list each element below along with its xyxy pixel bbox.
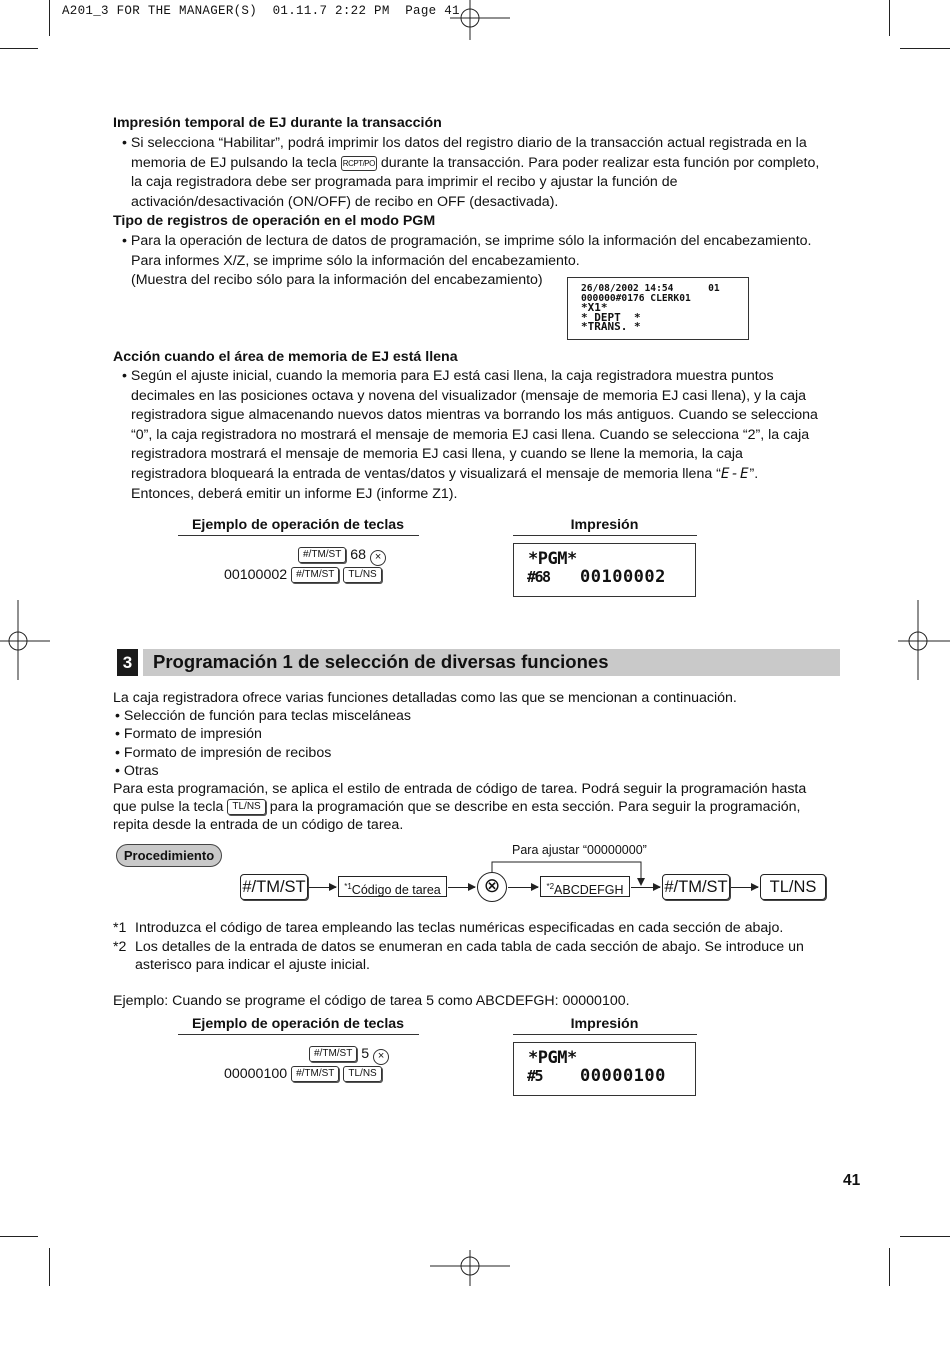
rcpt-po-key: RCPT/PO (341, 156, 377, 171)
footnote-item (113, 919, 843, 938)
multiply-key-icon: × (370, 550, 386, 566)
divider (178, 1034, 419, 1035)
footnote-marker: *1 (344, 882, 352, 891)
flow-arrow (309, 887, 336, 888)
text-line: la caja registradora debe ser programada para imprimir el recibo y ajustar la función de (131, 174, 678, 191)
section-number: 3 (117, 649, 138, 676)
text-line: Entonces, deberá emitir un informe EJ (informe Z1). (131, 485, 458, 502)
text-line: • Para la operación de lectura de datos de programación, se imprime sólo la información del encabezamiento. (122, 233, 812, 249)
tm-st-key: #/TM/ST (662, 874, 730, 900)
receipt-line: 26/08/2002 14:54 01 (581, 283, 720, 294)
footnote-text: Los detalles de la entrada de datos se enumeran en cada tabla de cada sección de abajo. Se introduce un (135, 938, 804, 955)
text-fragment: que pulse la tecla (113, 799, 224, 816)
tm-st-key: #/TM/ST (298, 547, 346, 563)
text-line: registradora sigue almacenando nuevos datos mientras va borrando los más antiguos. Cuando se selecciona (131, 407, 818, 424)
text-line: registradora mostrará el mensaje de memoria EJ casi llena, y cuando se llene la memoria, la caja (131, 446, 743, 463)
divider (513, 1034, 697, 1035)
bypass-arrow (490, 858, 650, 888)
footnote-item (113, 938, 843, 957)
key-sequence-row (298, 547, 386, 566)
text-line: Para informes X/Z, se imprime sólo la información del encabezamiento. (131, 252, 580, 269)
text-line: activación/desactivación (ON/OFF) de recibo en OFF (desactivada). (131, 193, 559, 210)
tl-ns-key: TL/NS (343, 1066, 381, 1082)
tm-st-key: #/TM/ST (240, 874, 308, 900)
entry-value: 68 (350, 547, 367, 563)
registration-mark-top (450, 0, 510, 40)
receipt-value: 00000100 (580, 1066, 666, 1086)
intro-block (113, 689, 843, 835)
keys-example-header: Ejemplo de operación de teclas (191, 1016, 405, 1032)
flow-arrow (448, 887, 475, 888)
adjust-label: Para ajustar “00000000” (512, 843, 647, 857)
flow-arrow (731, 887, 758, 888)
text-fragment: durante la transacción. Para poder realizar esta función por completo, (380, 154, 820, 171)
footnote-number: *2 (113, 938, 127, 955)
display-code: E-E (720, 465, 750, 482)
task-code-label: Código de tarea (351, 883, 441, 898)
tm-st-key: #/TM/ST (309, 1046, 357, 1062)
procedure-badge: Procedimiento (116, 844, 222, 867)
text-line: • Otras (115, 762, 159, 779)
tl-ns-key: TL/NS (343, 567, 381, 583)
multiply-key-icon: ⊗ (477, 872, 507, 902)
tl-ns-key: TL/NS (227, 799, 265, 815)
registration-mark-bottom (430, 1250, 510, 1290)
text-line: Para esta programación, se aplica el estilo de entrada de código de tarea. Podrá seguir la programación hasta (113, 781, 807, 798)
receipt-code: #68 (527, 568, 550, 586)
text-line: • Formato de impresión de recibos (115, 744, 332, 761)
footnote-text: Introduzca el código de tarea empleando las teclas numéricas especificadas en cada sección de abajo. (135, 920, 784, 936)
receipt-line: *X1* (581, 301, 608, 315)
receipt-value: 00100002 (580, 567, 666, 587)
text-line: (Muestra del recibo sólo para la información del encabezamiento) (131, 272, 543, 289)
key-sequence-row (224, 567, 382, 583)
task-code-box (338, 876, 447, 897)
print-header-line: A201_3 FOR THE MANAGER(S) 01.11.7 2:22 PM Page 41 (62, 4, 460, 18)
print-header: Impresión (570, 1016, 639, 1032)
tm-st-key: #/TM/ST (291, 567, 339, 583)
footnotes (113, 919, 843, 975)
receipt-title: *PGM* (528, 1048, 577, 1068)
tl-ns-key: TL/NS (760, 874, 826, 900)
pgm-receipt (513, 543, 696, 597)
text-line: • Si selecciona “Habilitar”, podrá imprimir los datos del registro diario de la transacción actual registrada en la (122, 135, 807, 151)
entry-value: 00100002 (224, 567, 288, 583)
bullet-ej-full (122, 367, 844, 504)
footnote-text: asterisco para indicar el ajuste inicial. (135, 957, 370, 973)
footnote-item (113, 956, 843, 975)
entry-value: 00000100 (224, 1066, 288, 1082)
divider (513, 535, 697, 536)
receipt-line: * DEPT * (581, 310, 641, 324)
key-sequence-row (309, 1046, 389, 1065)
text-fragment: ”. (749, 465, 759, 482)
receipt-title: *PGM* (528, 549, 577, 569)
bullet-ej-temporal (122, 134, 844, 212)
header-receipt-sample (567, 277, 749, 340)
registration-mark-left (0, 600, 50, 680)
data-entry-label: ABCDEFGH (554, 883, 624, 898)
text-line: La caja registradora ofrece varias funciones detalladas como las que se mencionan a continuación. (113, 690, 737, 706)
pgm-receipt (513, 1042, 696, 1096)
entry-value: 5 (361, 1046, 370, 1062)
section-heading-pgm-records: Tipo de registros de operación en el modo PGM (113, 213, 436, 229)
text-line: repita desde la entrada de un código de tarea. (113, 817, 404, 834)
section-heading-ej-temporal: Impresión temporal de EJ durante la transacción (113, 115, 442, 131)
text-line (122, 465, 844, 485)
text-fragment: memoria de EJ pulsando la tecla (131, 154, 337, 171)
divider (178, 535, 419, 536)
text-fragment: para la programación que se describe en esta sección. Para seguir la programación, (269, 799, 801, 816)
section-title: Programación 1 de selección de diversas funciones (153, 651, 609, 672)
text-line: • Selección de función para teclas misceláneas (115, 708, 411, 725)
text-line: • Formato de impresión (115, 726, 262, 743)
keys-example-header: Ejemplo de operación de teclas (191, 517, 405, 533)
example-text: Ejemplo: Cuando se programe el código de tarea 5 como ABCDEFGH: 00000100. (113, 993, 630, 1009)
text-line: decimales en las posiciones octava y novena del visualizador (mensaje de memoria EJ casi llena), y la caja (131, 387, 807, 404)
registration-mark-right (898, 600, 950, 680)
print-header: Impresión (570, 517, 639, 533)
text-line: “0”, la caja registradora no mostrará el mensaje de memoria EJ casi llena. Cuando se selecciona “2”, la caja (131, 426, 810, 443)
tm-st-key: #/TM/ST (291, 1066, 339, 1082)
text-fragment: registradora bloqueará la entrada de ventas/datos y visualizará el mensaje de memoria llena “ (131, 465, 721, 482)
text-line (122, 154, 844, 174)
receipt-line: 000000#0176 CLERK01 (581, 292, 691, 304)
section-heading-ej-full: Acción cuando el área de memoria de EJ está llena (113, 349, 458, 365)
multiply-key-icon: × (373, 1049, 389, 1065)
text-line (113, 798, 843, 816)
receipt-code: #5 (527, 1067, 543, 1085)
key-sequence-row (224, 1066, 382, 1082)
text-line: • Según el ajuste inicial, cuando la memoria para EJ está casi llena, la caja registradora muestra puntos (122, 368, 774, 384)
footnote-number: *1 (113, 920, 127, 936)
receipt-line: *TRANS. * (581, 320, 641, 334)
page-number: 41 (843, 1172, 861, 1189)
footnote-marker: *2 (546, 882, 555, 891)
